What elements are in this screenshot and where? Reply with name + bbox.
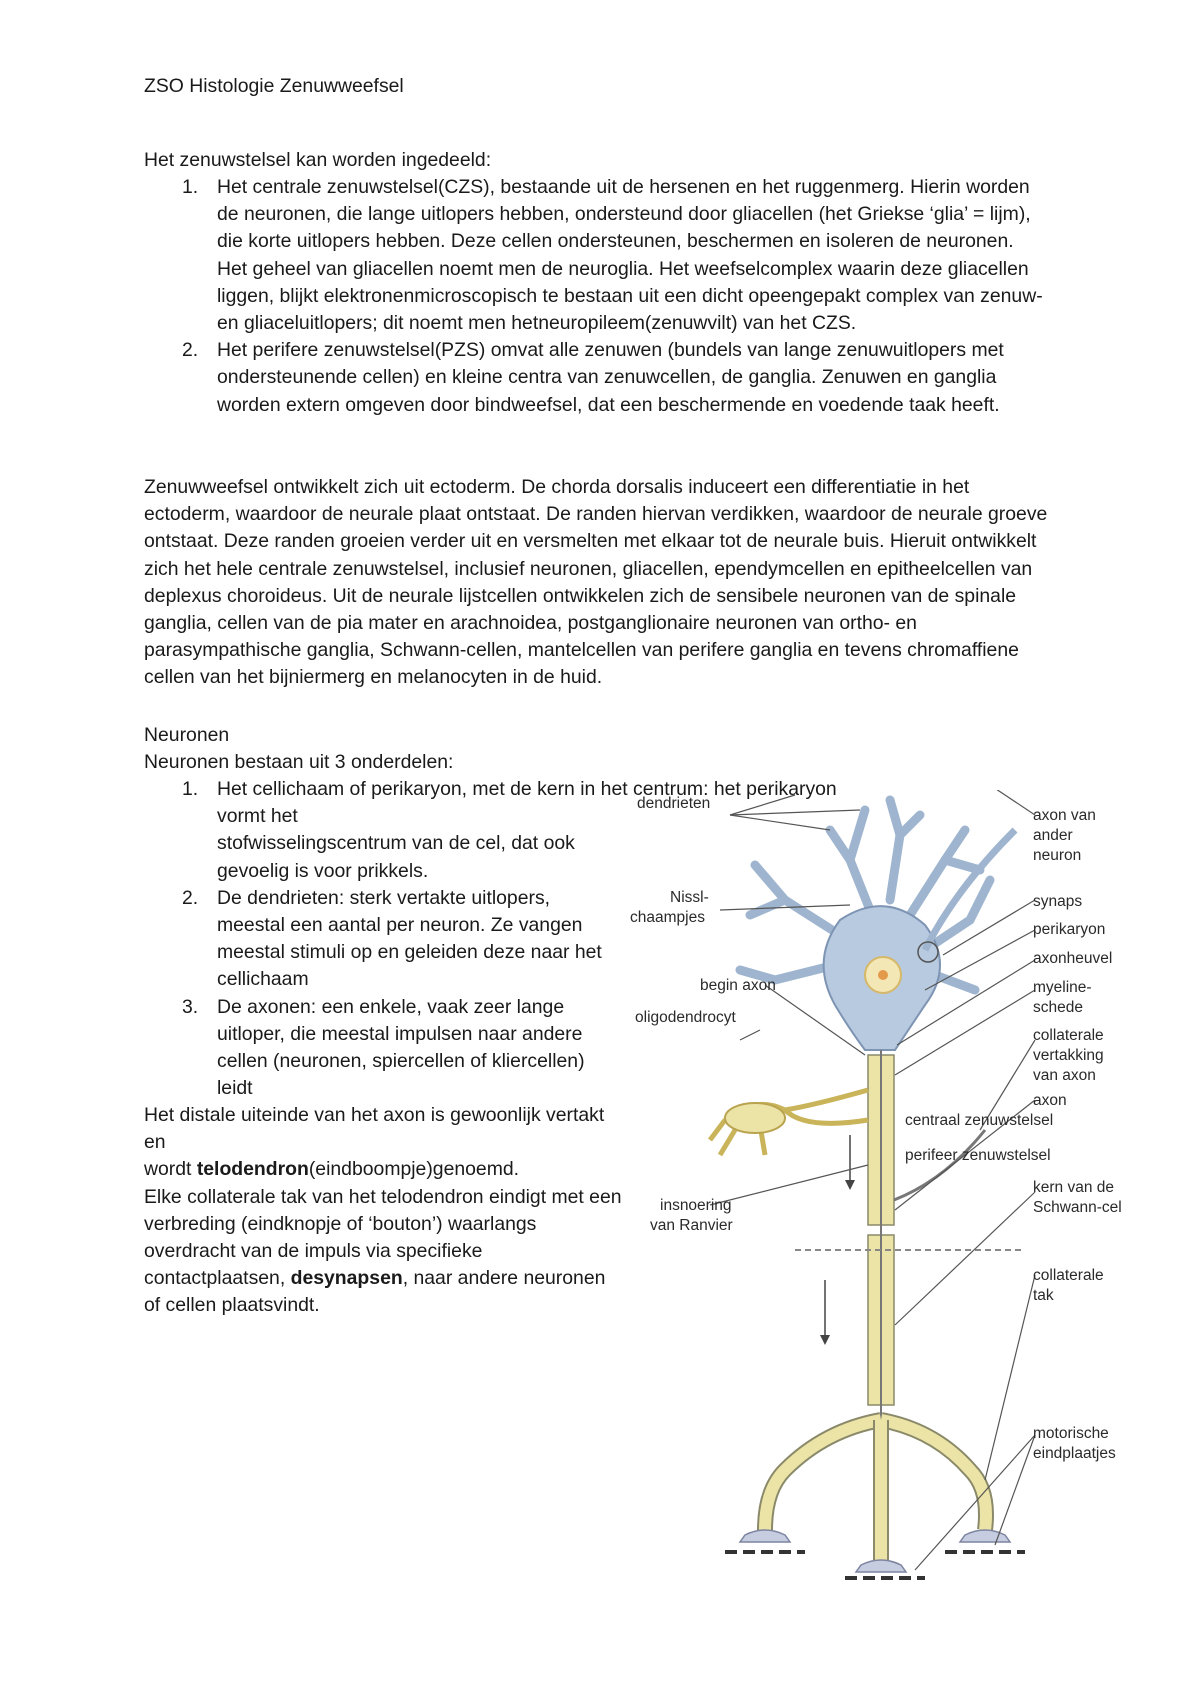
- list-number: 1.: [182, 778, 199, 800]
- label-axon-ander: ander: [1033, 827, 1073, 844]
- label-collaterale-tak: tak: [1033, 1287, 1054, 1304]
- label-begin-axon: begin axon: [700, 977, 776, 994]
- label-collaterale-vertakking: collaterale: [1033, 1027, 1104, 1044]
- label-collaterale-vertakking: van axon: [1033, 1067, 1096, 1084]
- label-myeline: schede: [1033, 999, 1083, 1016]
- list-text: De axonen: een enkele, vaak zeer lange uitloper, die meestal impulsen naar andere cellen (neuronen, spiercellen of kliercellen) leidt: [217, 995, 585, 1100]
- label-insnoering: insnoering: [660, 1197, 732, 1214]
- distal-line: [144, 1156, 624, 1183]
- term-telodendron: telodendron: [196, 1158, 309, 1181]
- intro-text: Het zenuwstelsel kan worden ingedeeld:: [144, 149, 492, 171]
- section-heading: Neuronen: [144, 724, 230, 746]
- label-axon-ander: neuron: [1033, 847, 1082, 864]
- label-myeline: myeline-: [1033, 979, 1092, 996]
- list-text: stofwisselingscentrum van de cel, dat ook gevoelig is voor prikkels.: [217, 832, 575, 882]
- label-perikaryon: perikaryon: [1033, 921, 1106, 938]
- list-text: Het perifere zenuwstelsel(PZS) omvat alle zenuwen (bundels van lange zenuwuitlopers met ondersteunende cellen) en kleine centra van zenuwcellen, de ganglia. Zenuwen en ganglia worden extern omgeven door bindweefsel, dat een beschermende en voedende taak heeft.: [217, 339, 1004, 416]
- axon-collateral: [894, 1130, 985, 1200]
- label-nissl: Nissl-: [670, 889, 709, 906]
- distal-text: wordt: [144, 1158, 197, 1181]
- label-collaterale-vertakking: vertakking: [1033, 1047, 1104, 1064]
- list-number: 2.: [182, 339, 199, 362]
- label-kern-schwann: kern van de: [1033, 1179, 1114, 1196]
- list-item: [144, 174, 1044, 337]
- term-synapsen: desynapsen: [290, 1267, 403, 1290]
- telodendron: [765, 1420, 986, 1560]
- list-number: 1.: [182, 176, 199, 198]
- label-motorische: motorische: [1033, 1425, 1109, 1442]
- other-axon: [925, 830, 1015, 950]
- label-axon: axon: [1033, 1092, 1067, 1109]
- label-insnoering: van Ranvier: [650, 1217, 733, 1234]
- arrow-head: [820, 1335, 830, 1345]
- distal-line: [144, 1184, 624, 1320]
- label-collaterale-tak: collaterale: [1033, 1267, 1104, 1284]
- oligodendrocyte-body: [725, 1103, 785, 1133]
- arrow-head: [845, 1180, 855, 1190]
- section-intro: Neuronen bestaan uit 3 onderdelen:: [144, 751, 454, 773]
- development-paragraph: Zenuwweefsel ontwikkelt zich uit ectoderm. De chorda dorsalis induceert een differentiatie in het ectoderm, waardoor de neurale plaat ontstaat. De randen hiervan verdikken, waardoor de neurale groeve ontstaat. Deze randen groeien verder uit en versmelten met elkaar tot de neurale buis. Hieruit ontwikkelt zich het hele centrale zenuwstelsel, inclusief neuronen, gliacellen, ependymcellen en epitheelcellen van deplexus choroideus. Uit de neurale lijstcellen ontwikkelen zich de sensibele neuronen van de spinale ganglia, cellen van de pia mater en arachnoidea, postganglionaire neuronen van ortho- en parasympathische ganglia, Schwann-cellen, mantelcellen van perifere ganglia en tevens chromaffiene cellen van het bijniermerg en melanocyten in de huid.: [144, 476, 1048, 689]
- label-oligodendrocyt: oligodendrocyt: [635, 1009, 736, 1026]
- distal-line: Het distale uiteinde van het axon is gewoonlijk vertakt en: [144, 1104, 605, 1154]
- label-motorische: eindplaatjes: [1033, 1445, 1116, 1462]
- label-kern-schwann: Schwann-cel: [1033, 1199, 1122, 1216]
- list-text: Het centrale zenuwstelsel(CZS), bestaande uit de hersenen en het ruggenmerg. Hierin worden de neuronen, die lange uitlopers hebben, ondersteund door gliacellen (het Griekse ‘glia’ = lijm), die korte uitlopers hebben. Deze cellen ondersteunen, beschermen en isoleren de neuronen. Het geheel van gliacellen noemt men de neuroglia. Het weefselcomplex waarin deze gliacellen liggen, blijkt elektronenmicroscopisch te bestaan uit een dicht opeengepakt complex van zenuw- en gliaceluitlopers; dit noemt men hetneuropileem(zenuwvilt) van het CZS.: [217, 176, 1043, 335]
- label-axon-ander: axon van: [1033, 807, 1096, 824]
- neuron-diagram: [625, 790, 1145, 1580]
- label-czs: centraal zenuwstelsel: [905, 1112, 1054, 1129]
- label-synaps: synaps: [1033, 893, 1083, 910]
- distal-text: Elke collaterale tak van het telodendron eindigt met een verbreding (eindknopje of ‘bouton’) waarlangs overdracht van de impuls via specifieke contactplaatsen,: [144, 1185, 622, 1290]
- nucleolus: [878, 970, 888, 980]
- list-item: [144, 337, 1044, 419]
- document-title: ZSO Histologie Zenuwweefsel: [144, 75, 404, 97]
- label-pzs: perifeer zenuwstelsel: [905, 1147, 1051, 1164]
- label-dendrieten: dendrieten: [637, 795, 711, 812]
- distal-paragraph: [144, 1102, 624, 1320]
- division-list: [144, 174, 1044, 419]
- distal-text: , naar andere neuronen of cellen plaatsvindt.: [144, 1267, 606, 1317]
- label-nissl: chaampjes: [630, 909, 705, 926]
- distal-text: (eindboompje)genoemd.: [308, 1158, 520, 1181]
- list-number: 2.: [182, 886, 199, 909]
- list-text: Het cellichaam of perikaryon, met de kern in het centrum: het perikaryon vormt het: [217, 778, 837, 828]
- list-number: 3.: [182, 995, 199, 1018]
- label-axonheuvel: axonheuvel: [1033, 950, 1113, 967]
- list-text: De dendrieten: sterk vertakte uitlopers, meestal een aantal per neuron. Ze vangen meestal stimuli op en geleiden deze naar het cellichaam: [217, 886, 602, 991]
